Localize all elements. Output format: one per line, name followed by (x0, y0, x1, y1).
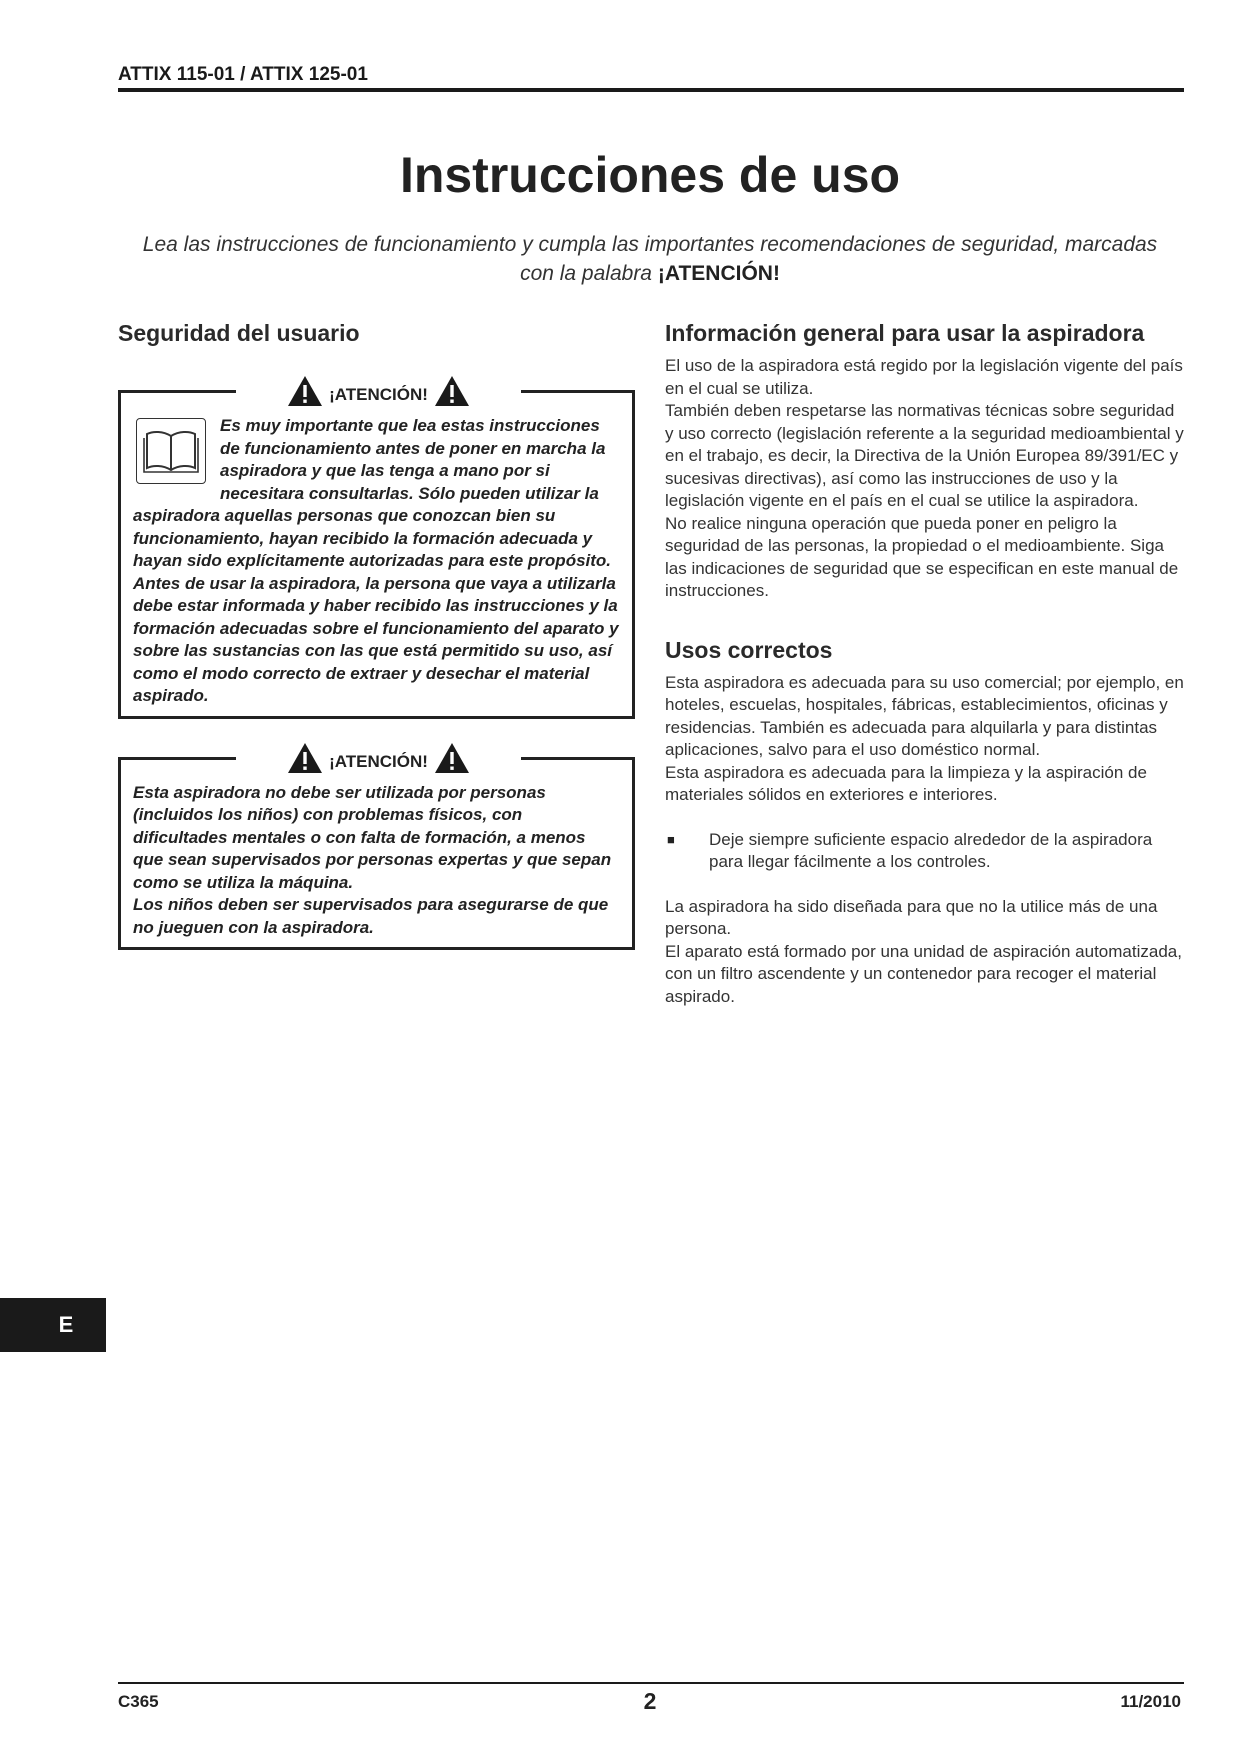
section-heading-general-info: Información general para usar la aspiradora (665, 320, 1145, 346)
correct-uses-p3: La aspiradora ha sido diseñada para que no la utilice más de una persona. (665, 896, 1158, 938)
intro-body: Lea las instrucciones de funcionamiento y cumpla las importantes recomendaciones de seguridad, marcadas con la palabra (142, 233, 1158, 285)
warning-header-1 (236, 373, 521, 409)
bullet-text: Deje siempre suficiente espacio alrededor de la aspiradora para llegar fácilmente a los controles. (709, 829, 1153, 871)
warning-box-1 (118, 385, 635, 719)
intro-emphasis: ¡ATENCIÓN! (657, 262, 780, 285)
section-heading-user-safety: Seguridad del usuario (118, 320, 360, 346)
warning-text-2: Esta aspiradora no debe ser utilizada por personas (incluidos los niños) con problemas físicos, con dificultades mentales o con falta de formación, a menos que sean supervisados por personas expertas y que sepan como se utiliza la máquina. (133, 782, 612, 892)
warning-header-2 (236, 740, 521, 776)
page-title: Instrucciones de uso (399, 147, 901, 203)
warning-label-2: ¡ATENCIÓN! (329, 751, 428, 771)
correct-uses-p1: Esta aspiradora es adecuada para su uso comercial; por ejemplo, en hoteles, escuelas, hospitales, fábricas, establecimientos, oficinas y residencias. También es adecuada para alquilarla y para distintas aplicaciones, salvo para el uso doméstico normal. (665, 672, 1184, 759)
section-heading-correct-uses: Usos correctos (665, 636, 833, 663)
correct-uses-p2: Esta aspiradora es adecuada para la limpieza y la aspiración de materiales sólidos en exteriores e interiores. (665, 762, 1147, 804)
warning-triangle-icon (434, 375, 470, 407)
general-info-p3: No realice ninguna operación que pueda poner en peligro la seguridad de las personas, la propiedad o el medioambiente. Siga las indicaciones de seguridad que se especifican en este manual de instrucciones. (665, 513, 1179, 600)
bullet-square-icon: ■ (667, 831, 675, 847)
general-info-p2: También deben respetarse las normativas técnicas sobre seguridad y uso correcto (legislación referente a la seguridad medioambiental y en el trabajo, es decir, la Directiva de la Unión Europea 89/391/EC y sucesivas directivas), así como las instrucciones de uso y la legislación vigente en el país en el cual se utilice la aspiradora. (665, 401, 1184, 510)
right-column (665, 318, 1185, 1008)
intro-text (130, 230, 1170, 288)
warning-triangle-icon (287, 742, 323, 774)
header-model: ATTIX 115-01 / ATTIX 125-01 (118, 64, 368, 85)
warning-box-2 (118, 751, 635, 951)
footer-rule (118, 1682, 1184, 1684)
correct-uses-p4: El aparato está formado por una unidad de aspiración automatizada, con un filtro ascendente y un contenedor para recoger el material aspirado. (665, 941, 1182, 1006)
manual-book-icon (136, 418, 206, 484)
header-rule (118, 88, 1184, 92)
left-column (118, 318, 635, 950)
warning-label-1: ¡ATENCIÓN! (329, 385, 428, 404)
list-item (665, 829, 1185, 874)
general-info-p1: El uso de la aspiradora está regido por la legislación vigente del país en el cual se utiliza. (665, 356, 1183, 398)
warning-text-1: Es muy importante que lea estas instrucciones de funcionamiento antes de poner en marcha la aspiradora y que las tenga a mano por si necesitara consultarlas. Sólo pueden utilizar la aspiradora aquellas personas que conozcan bien su funcionamiento, hayan recibido la formación adecuada y hayan sido explícitamente autorizadas para este propósito. (133, 416, 612, 570)
page-number: 2 (643, 1688, 657, 1714)
warning-triangle-icon (434, 742, 470, 774)
language-tab-label: E (58, 1312, 74, 1337)
language-tab (0, 1298, 106, 1352)
footer-date: 11/2010 (1120, 1692, 1181, 1711)
warning-text-1b: Antes de usar la aspiradora, la persona que vaya a utilizarla debe estar informada y haber recibido las instrucciones y la formación adecuadas sobre el funcionamiento del aparato y sobre las sustancias con las que está permitido su uso, así como el modo correcto de extraer y desechar el material aspirado. (133, 573, 619, 705)
footer-code: C365 (118, 1692, 159, 1711)
warning-triangle-icon (287, 375, 323, 407)
warning-text-2b: Los niños deben ser supervisados para asegurarse de que no jueguen con la aspiradora. (133, 895, 609, 937)
